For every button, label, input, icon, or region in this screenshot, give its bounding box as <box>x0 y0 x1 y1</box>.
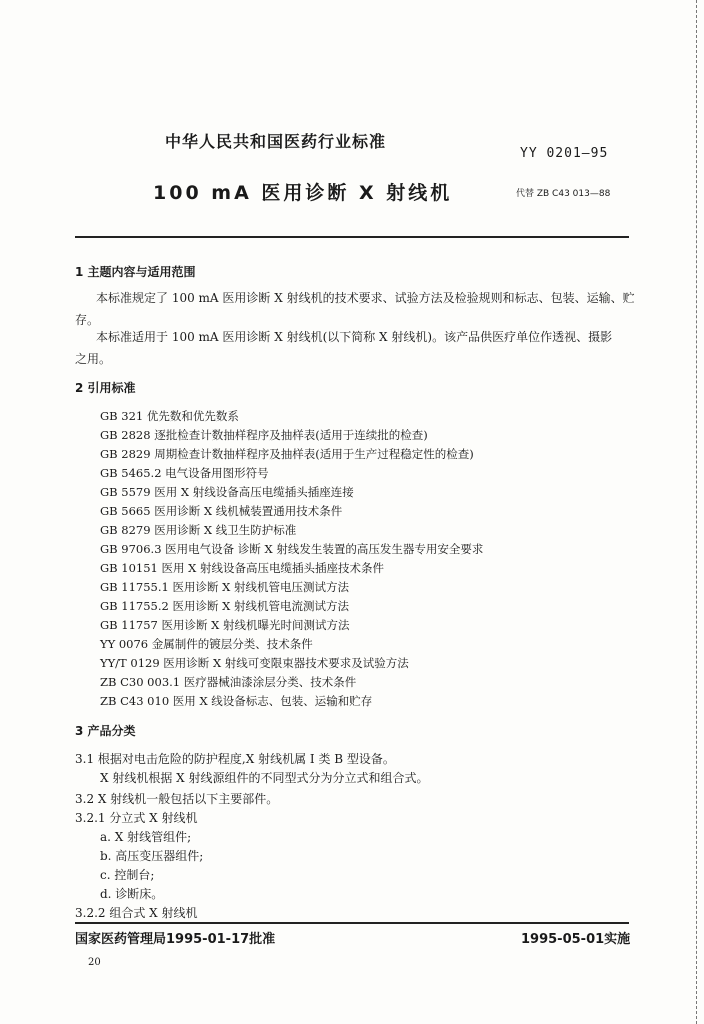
clause-3-1: 3.1 根据对电击危险的防护程度,X 射线机属 I 类 B 型设备。 <box>75 752 395 766</box>
section-1-paragraph-2: 本标准适用于 100 mA 医用诊断 X 射线机(以下简称 X 射线机)。该产品供医疗单位作透视、摄影 <box>96 330 613 344</box>
page-number: 20 <box>88 957 101 968</box>
clause-3-2-1: 3.2.1 分立式 X 射线机 <box>75 811 198 825</box>
effective-date: 1995-05-01实施 <box>521 932 631 947</box>
reference-item: ZB C30 003.1 医疗器械油漆涂层分类、技术条件 <box>100 675 357 689</box>
reference-item: GB 11757 医用诊断 X 射线机曝光时间测试方法 <box>100 618 350 632</box>
reference-item: GB 321 优先数和优先数系 <box>100 409 239 423</box>
issuing-organization: 中华人民共和国医药行业标准 <box>165 132 387 151</box>
reference-item: GB 2829 周期检查计数抽样程序及抽样表(适用于生产过程稳定性的检查) <box>100 447 474 461</box>
footer-divider <box>75 922 629 924</box>
reference-item: GB 10151 医用 X 射线设备高压电缆插头插座技术条件 <box>100 561 385 575</box>
list-item: a. X 射线管组件; <box>100 830 192 844</box>
clause-3-2: 3.2 X 射线机一般包括以下主要部件。 <box>75 792 279 806</box>
reference-item: YY 0076 金属制件的镀层分类、技术条件 <box>100 637 313 651</box>
section-1-paragraph-1: 本标准规定了 100 mA 医用诊断 X 射线机的技术要求、试验方法及检验规则和标志、包装、运输、贮 <box>96 291 635 305</box>
section-1-heading: 1 主题内容与适用范围 <box>75 265 196 279</box>
scan-edge-line <box>696 0 697 1024</box>
reference-item: ZB C43 010 医用 X 线设备标志、包装、运输和贮存 <box>100 694 373 708</box>
reference-item: GB 8279 医用诊断 X 线卫生防护标准 <box>100 523 297 537</box>
approval-date: 国家医药管理局1995-01-17批准 <box>75 932 276 947</box>
reference-item: YY/T 0129 医用诊断 X 射线可变限束器技术要求及试验方法 <box>100 656 409 670</box>
clause-3-2-2: 3.2.2 组合式 X 射线机 <box>75 906 198 920</box>
standard-code: YY 0201—95 <box>520 146 609 161</box>
section-2-heading: 2 引用标准 <box>75 381 136 395</box>
reference-item: GB 2828 逐批检查计数抽样程序及抽样表(适用于连续批的检查) <box>100 428 428 442</box>
replaces-note: 代替 ZB C43 013—88 <box>516 189 611 199</box>
reference-item: GB 5579 医用 X 射线设备高压电缆插头插座连接 <box>100 485 354 499</box>
reference-item: GB 11755.1 医用诊断 X 射线机管电压测试方法 <box>100 580 350 594</box>
clause-3-1-cont: X 射线机根据 X 射线源组件的不同型式分为分立式和组合式。 <box>100 771 429 785</box>
document-title: 100 mA 医用诊断 X 射线机 <box>153 182 453 204</box>
reference-item: GB 5665 医用诊断 X 线机械装置通用技术条件 <box>100 504 343 518</box>
reference-item: GB 9706.3 医用电气设备 诊断 X 射线发生装置的高压发生器专用安全要求 <box>100 542 484 556</box>
list-item: c. 控制台; <box>100 868 155 882</box>
list-item: d. 诊断床。 <box>100 887 164 901</box>
section-1-paragraph-2-cont: 之用。 <box>75 352 112 366</box>
section-1-paragraph-1-cont: 存。 <box>75 313 100 327</box>
header-divider <box>75 236 629 238</box>
reference-item: GB 11755.2 医用诊断 X 射线机管电流测试方法 <box>100 599 350 613</box>
reference-item: GB 5465.2 电气设备用图形符号 <box>100 466 269 480</box>
section-3-heading: 3 产品分类 <box>75 724 136 738</box>
list-item: b. 高压变压器组件; <box>100 849 204 863</box>
